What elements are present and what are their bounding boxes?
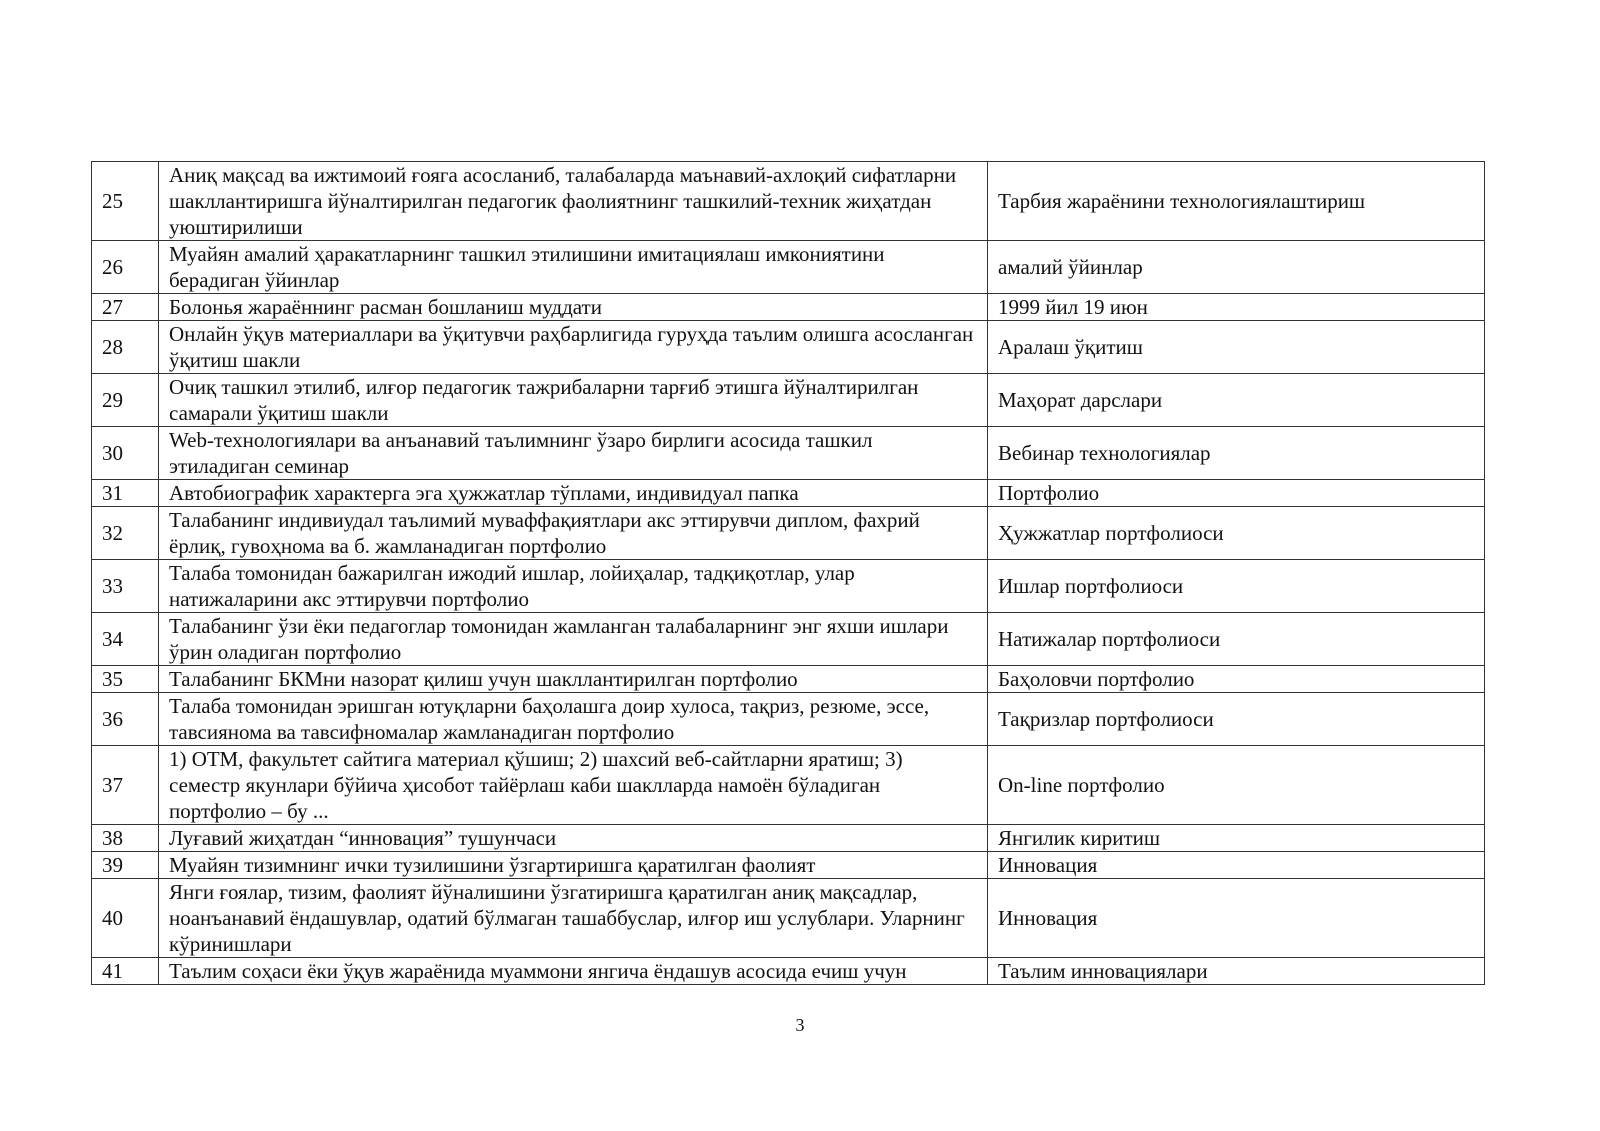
table-row: [92, 852, 1485, 879]
row-number: 41: [92, 958, 159, 985]
question-cell: Web-технологиялари ва анъанавий таълимнинг ўзаро бирлиги асосида ташкил этиладиган семинар: [159, 427, 988, 480]
row-number: 37: [92, 746, 159, 825]
question-cell: Луғавий жиҳатдан “инновация” тушунчаси: [159, 825, 988, 852]
answer-cell: Баҳоловчи портфолио: [988, 666, 1485, 693]
row-number: 27: [92, 294, 159, 321]
question-cell: 1) ОТМ, факультет сайтига материал қўшиш; 2) шахсий веб-сайтларни яратиш; 3) семестр якунлари бўйича ҳисобот тайёрлаш каби шаклларда намоён бўладиган портфолио – бу ...: [159, 746, 988, 825]
answer-cell: 1999 йил 19 июн: [988, 294, 1485, 321]
table-row: [92, 162, 1485, 241]
table-row: [92, 321, 1485, 374]
row-number: 40: [92, 879, 159, 958]
row-number: 26: [92, 241, 159, 294]
answer-cell: Маҳорат дарслари: [988, 374, 1485, 427]
answer-cell: On-line портфолио: [988, 746, 1485, 825]
row-number: 30: [92, 427, 159, 480]
row-number: 35: [92, 666, 159, 693]
question-cell: Талабанинг БКМни назорат қилиш учун шакллантирилган портфолио: [159, 666, 988, 693]
table-row: [92, 294, 1485, 321]
table-row: [92, 374, 1485, 427]
question-cell: Муайян амалий ҳаракатларнинг ташкил этилишини имитациялаш имкониятини берадиган ўйинлар: [159, 241, 988, 294]
question-cell: Муайян тизимнинг ички тузилишини ўзгартиришга қаратилган фаолият: [159, 852, 988, 879]
row-number: 29: [92, 374, 159, 427]
answer-cell: Тарбия жараёнини технологиялаштириш: [988, 162, 1485, 241]
table-row: [92, 560, 1485, 613]
table-row: [92, 693, 1485, 746]
table-row: [92, 613, 1485, 666]
question-cell: Аниқ мақсад ва ижтимоий ғояга асосланиб, талабаларда маънавий-ахлоқий сифатларни шакллантиришга йўналтирилган педагогик фаолиятнинг ташкилий-техник жиҳатдан уюштирилиши: [159, 162, 988, 241]
question-cell: Очиқ ташкил этилиб, илғор педагогик тажрибаларни тарғиб этишга йўналтирилган самарали ўқитиш шакли: [159, 374, 988, 427]
terms-table: [91, 161, 1485, 985]
row-number: 34: [92, 613, 159, 666]
row-number: 25: [92, 162, 159, 241]
question-cell: Болонья жараённинг расман бошланиш муддати: [159, 294, 988, 321]
question-cell: Онлайн ўқув материаллари ва ўқитувчи раҳбарлигида гуруҳда таълим олишга асосланган ўқитиш шакли: [159, 321, 988, 374]
answer-cell: Тақризлар портфолиоси: [988, 693, 1485, 746]
answer-cell: Ишлар портфолиоси: [988, 560, 1485, 613]
table-row: [92, 427, 1485, 480]
question-cell: Талабанинг ўзи ёки педагоглар томонидан жамланган талабаларнинг энг яхши ишлари ўрин оладиган портфолио: [159, 613, 988, 666]
answer-cell: Вебинар технологиялар: [988, 427, 1485, 480]
table-row: [92, 241, 1485, 294]
answer-cell: амалий ўйинлар: [988, 241, 1485, 294]
row-number: 32: [92, 507, 159, 560]
answer-cell: Аралаш ўқитиш: [988, 321, 1485, 374]
row-number: 39: [92, 852, 159, 879]
question-cell: Талаба томонидан эришган ютуқларни баҳолашга доир хулоса, тақриз, резюме, эссе, тавсиянома ва тавсифномалар жамланадиган портфолио: [159, 693, 988, 746]
row-number: 36: [92, 693, 159, 746]
question-cell: Таълим соҳаси ёки ўқув жараёнида муаммони янгича ёндашув асосида ечиш учун: [159, 958, 988, 985]
question-cell: Янги ғоялар, тизим, фаолият йўналишини ўзгатиришга қаратилган аниқ мақсадлар, ноанъанавий ёндашувлар, одатий бўлмаган ташаббуслар, илғор иш услублари. Уларнинг кўринишлари: [159, 879, 988, 958]
answer-cell: Инновация: [988, 852, 1485, 879]
table-row: [92, 666, 1485, 693]
page-number: 3: [795, 1015, 805, 1035]
row-number: 28: [92, 321, 159, 374]
row-number: 31: [92, 480, 159, 507]
table-row: [92, 507, 1485, 560]
question-cell: Талабанинг индивиудал таълимий муваффақиятлари акс эттирувчи диплом, фахрий ёрлиқ, гувоҳнома ва б. жамланадиган портфолио: [159, 507, 988, 560]
table-row: [92, 746, 1485, 825]
table-row: [92, 825, 1485, 852]
table-row: [92, 879, 1485, 958]
question-cell: Талаба томонидан бажарилган ижодий ишлар, лойиҳалар, тадқиқотлар, улар натижаларини акс эттирувчи портфолио: [159, 560, 988, 613]
question-cell: Автобиографик характерга эга ҳужжатлар тўплами, индивидуал папка: [159, 480, 988, 507]
answer-cell: Натижалар портфолиоси: [988, 613, 1485, 666]
answer-cell: Янгилик киритиш: [988, 825, 1485, 852]
answer-cell: Портфолио: [988, 480, 1485, 507]
answer-cell: Инновация: [988, 879, 1485, 958]
row-number: 38: [92, 825, 159, 852]
row-number: 33: [92, 560, 159, 613]
answer-cell: Таълим инновациялари: [988, 958, 1485, 985]
table-row: [92, 958, 1485, 985]
table-row: [92, 480, 1485, 507]
answer-cell: Ҳужжатлар портфолиоси: [988, 507, 1485, 560]
